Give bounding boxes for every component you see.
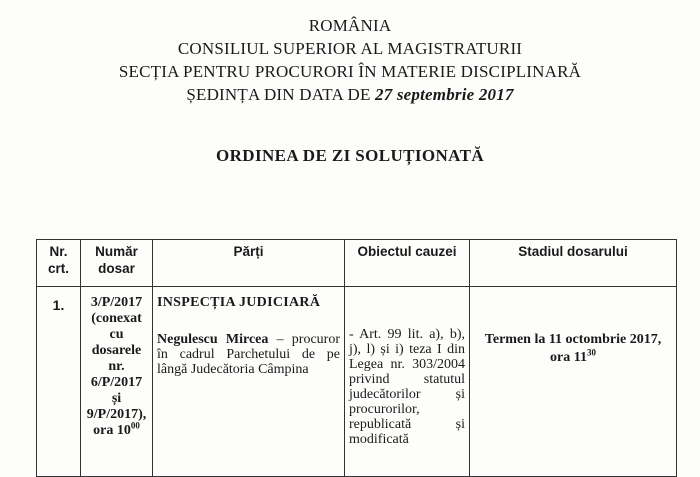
dosar-line: și [111, 391, 122, 406]
dosar-line: nr. [108, 359, 125, 374]
parti-text [157, 332, 340, 377]
parti-title: INSPECȚIA JUDICIARĂ [157, 295, 321, 310]
header-stadiu: Stadiul dosarului [470, 240, 677, 287]
row-stadiu [470, 287, 677, 477]
dosar-line: (conexat [91, 311, 142, 326]
dosar-line: 3/P/2017 [90, 295, 143, 310]
header-nr [37, 240, 81, 287]
document-header [0, 14, 700, 106]
row-nr: 1. [37, 287, 81, 477]
header-nr-line1: Nr. [49, 244, 68, 259]
session-date: 27 septembrie 2017 [375, 85, 514, 104]
table-header-row [37, 240, 677, 287]
parti-role: – procuror în cadrul Parchetului de pe lângă Judecătoria Câmpina [157, 332, 341, 377]
dosar-line: cu [109, 327, 124, 342]
header-dosar [81, 240, 153, 287]
parti-name: Negulescu Mircea [157, 332, 269, 347]
dosar-line: 9/P/2017), [86, 407, 147, 422]
header-dosar-line2: dosar [98, 261, 135, 276]
row-dosar [81, 287, 153, 477]
table-row [37, 287, 677, 477]
stadiu-time [474, 349, 672, 367]
header-parti: Părți [153, 240, 345, 287]
header-section: SECȚIA PENTRU PROCURORI ÎN MATERIE DISCIPLINARĂ [118, 62, 582, 81]
header-session [0, 83, 700, 106]
dosar-time-minutes: 00 [130, 420, 140, 431]
dosar-line: dosarele [91, 343, 142, 358]
header-obiect: Obiectul cauzei [345, 240, 470, 287]
header-nr-line2: crt. [47, 261, 69, 276]
stadiu-time-minutes: 30 [586, 347, 596, 358]
dosar-time-hour: ora 10 [93, 423, 131, 438]
header-institution: CONSILIUL SUPERIOR AL MAGISTRATURII [177, 39, 523, 58]
header-country: ROMÂNIA [308, 16, 392, 35]
row-parti [153, 287, 345, 477]
agenda-table [36, 239, 677, 477]
stadiu-line1: Termen la 11 octombrie 2017, [484, 332, 662, 347]
stadiu-time-hour: ora 11 [550, 350, 587, 365]
dosar-time [85, 420, 148, 439]
document-subtitle: ORDINEA DE ZI SOLUȚIONATĂ [215, 146, 485, 165]
dosar-line: 6/P/2017 [90, 375, 143, 390]
row-obiect: - Art. 99 lit. a), b), j), l) și i) teza I din Legea nr. 303/2004 privind statutul judecătorilor și procurorilor, republicată și modificată [345, 287, 470, 477]
session-label: ȘEDINȚA DIN DATA DE [186, 85, 371, 104]
header-dosar-line1: Număr [95, 244, 138, 259]
